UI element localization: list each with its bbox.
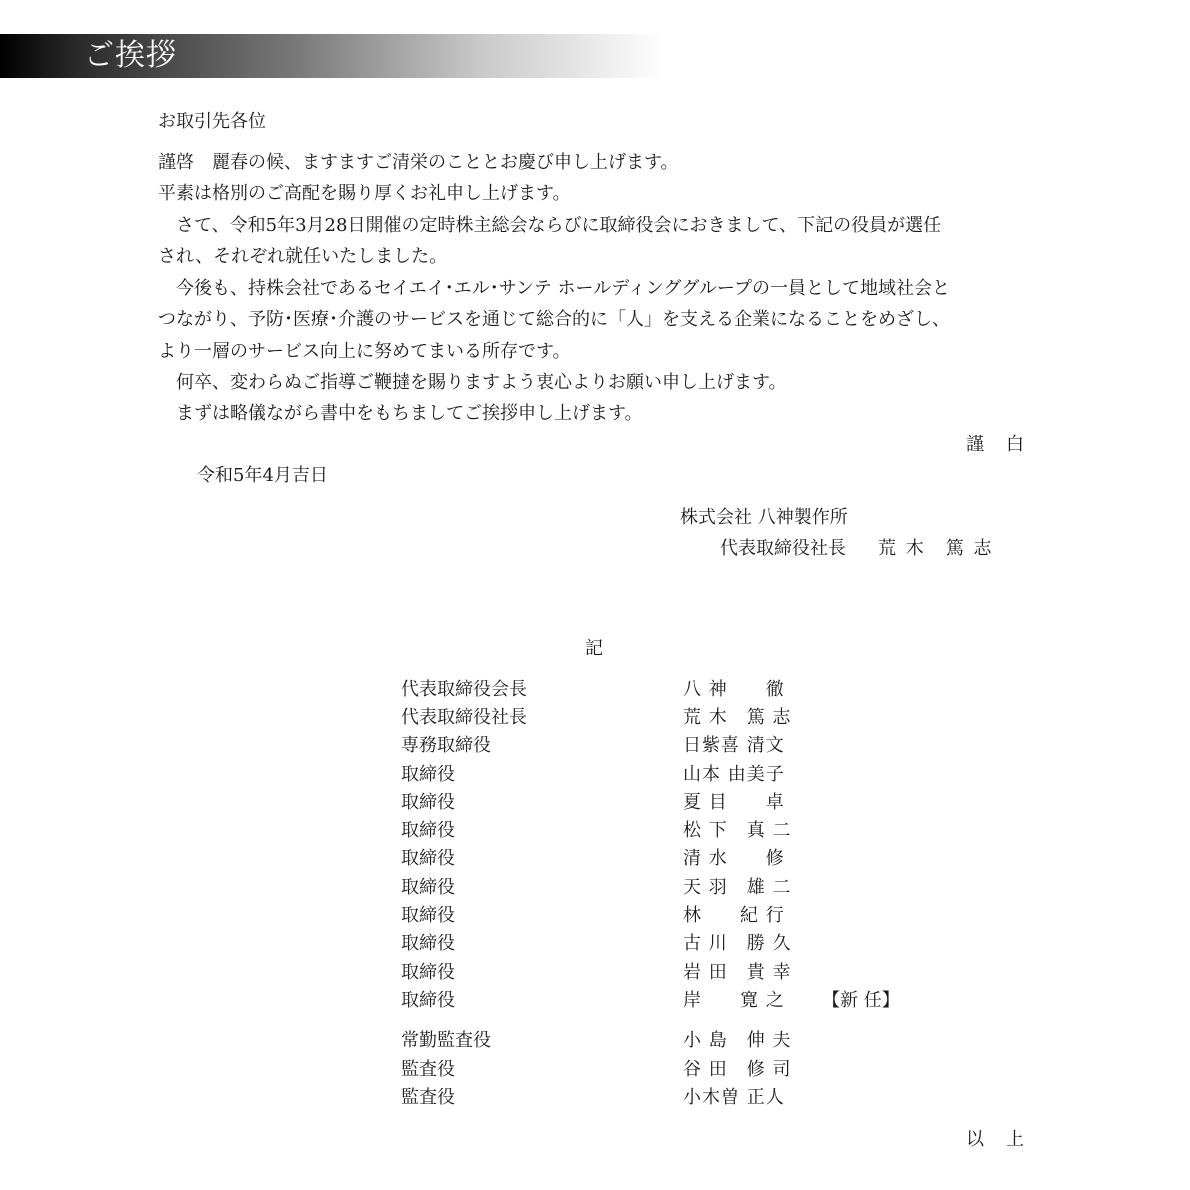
officer-role: 取締役 xyxy=(401,933,455,954)
letter-paragraph-line: つながり、予防･医療･介護のサービスを通じて総合的に「人」を支える企業になることをめざし、 xyxy=(158,309,950,330)
officer-role: 取締役 xyxy=(401,848,455,869)
page-title: ご挨拶 xyxy=(84,38,177,73)
officer-role: 取締役 xyxy=(401,764,455,785)
letter-paragraph-line: より一層のサービス向上に努めてまいる所存です。 xyxy=(158,341,571,362)
officer-name: 日紫喜 清文 xyxy=(683,735,785,756)
officer-name: 林 紀 行 xyxy=(683,905,785,926)
salutation: お取引先各位 xyxy=(158,111,266,132)
letter-paragraph-line: 平素は格別のご高配を賜り厚くお礼申し上げます。 xyxy=(158,183,571,204)
letter-date: 令和5年4月吉日 xyxy=(197,465,328,486)
officer-name: 八 神 徹 xyxy=(683,679,785,700)
officer-role: 取締役 xyxy=(401,877,455,898)
officer-role: 取締役 xyxy=(401,792,455,813)
officer-role: 取締役 xyxy=(401,820,455,841)
end-mark: 以 上 xyxy=(966,1129,1026,1150)
auditor-role: 常勤監査役 xyxy=(401,1030,491,1051)
letter-paragraph-line: 何卒、変わらぬご指導ご鞭撻を賜りますよう衷心よりお願い申し上げます。 xyxy=(158,372,787,393)
officer-role: 取締役 xyxy=(401,990,455,1011)
auditor-role: 監査役 xyxy=(401,1087,455,1108)
letter-paragraph-line: され、それぞれ就任いたしました。 xyxy=(158,246,448,267)
signer-title: 代表取締役社長 xyxy=(720,538,846,559)
letter-paragraph-line: まずは略儀ながら書中をもちましてご挨拶申し上げます。 xyxy=(158,403,643,424)
officer-name: 岩 田 貴 幸 xyxy=(683,962,792,983)
officer-role: 代表取締役会長 xyxy=(401,679,527,700)
auditor-name: 谷 田 修 司 xyxy=(683,1059,792,1080)
letter-paragraph-line: 今後も、持株会社であるセイエイ･エル･サンテ ホールディンググループの一員として地域社会と xyxy=(158,278,950,299)
record-heading: 記 xyxy=(585,638,603,659)
officer-name: 山本 由美子 xyxy=(683,764,785,785)
officer-role: 専務取締役 xyxy=(401,735,491,756)
officer-role: 取締役 xyxy=(401,905,455,926)
new-appointment-badge: 【新 任】 xyxy=(822,990,900,1011)
signer-name: 荒 木 篤 志 xyxy=(878,538,994,559)
officer-name: 古 川 勝 久 xyxy=(683,933,792,954)
auditor-name: 小 島 伸 夫 xyxy=(683,1030,792,1051)
closing-remark: 謹 白 xyxy=(966,434,1026,455)
officer-name: 荒 木 篤 志 xyxy=(683,707,792,728)
auditor-name: 小木曽 正人 xyxy=(683,1087,785,1108)
auditor-role: 監査役 xyxy=(401,1059,455,1080)
letter-paragraph-line: さて、令和5年3月28日開催の定時株主総会ならびに取締役会におきまして、下記の役員が選任 xyxy=(158,215,942,236)
officer-name: 天 羽 雄 二 xyxy=(683,877,792,898)
officer-name: 清 水 修 xyxy=(683,848,785,869)
letter-paragraph-line: 謹啓 麗春の候、ますますご清栄のこととお慶び申し上げます。 xyxy=(158,152,679,173)
officer-role: 代表取締役社長 xyxy=(401,707,527,728)
officer-role: 取締役 xyxy=(401,962,455,983)
company-name: 株式会社 八神製作所 xyxy=(680,507,848,528)
officer-name: 岸 寛 之 xyxy=(683,990,785,1011)
officer-name: 松 下 真 二 xyxy=(683,820,792,841)
officer-name: 夏 目 卓 xyxy=(683,792,785,813)
